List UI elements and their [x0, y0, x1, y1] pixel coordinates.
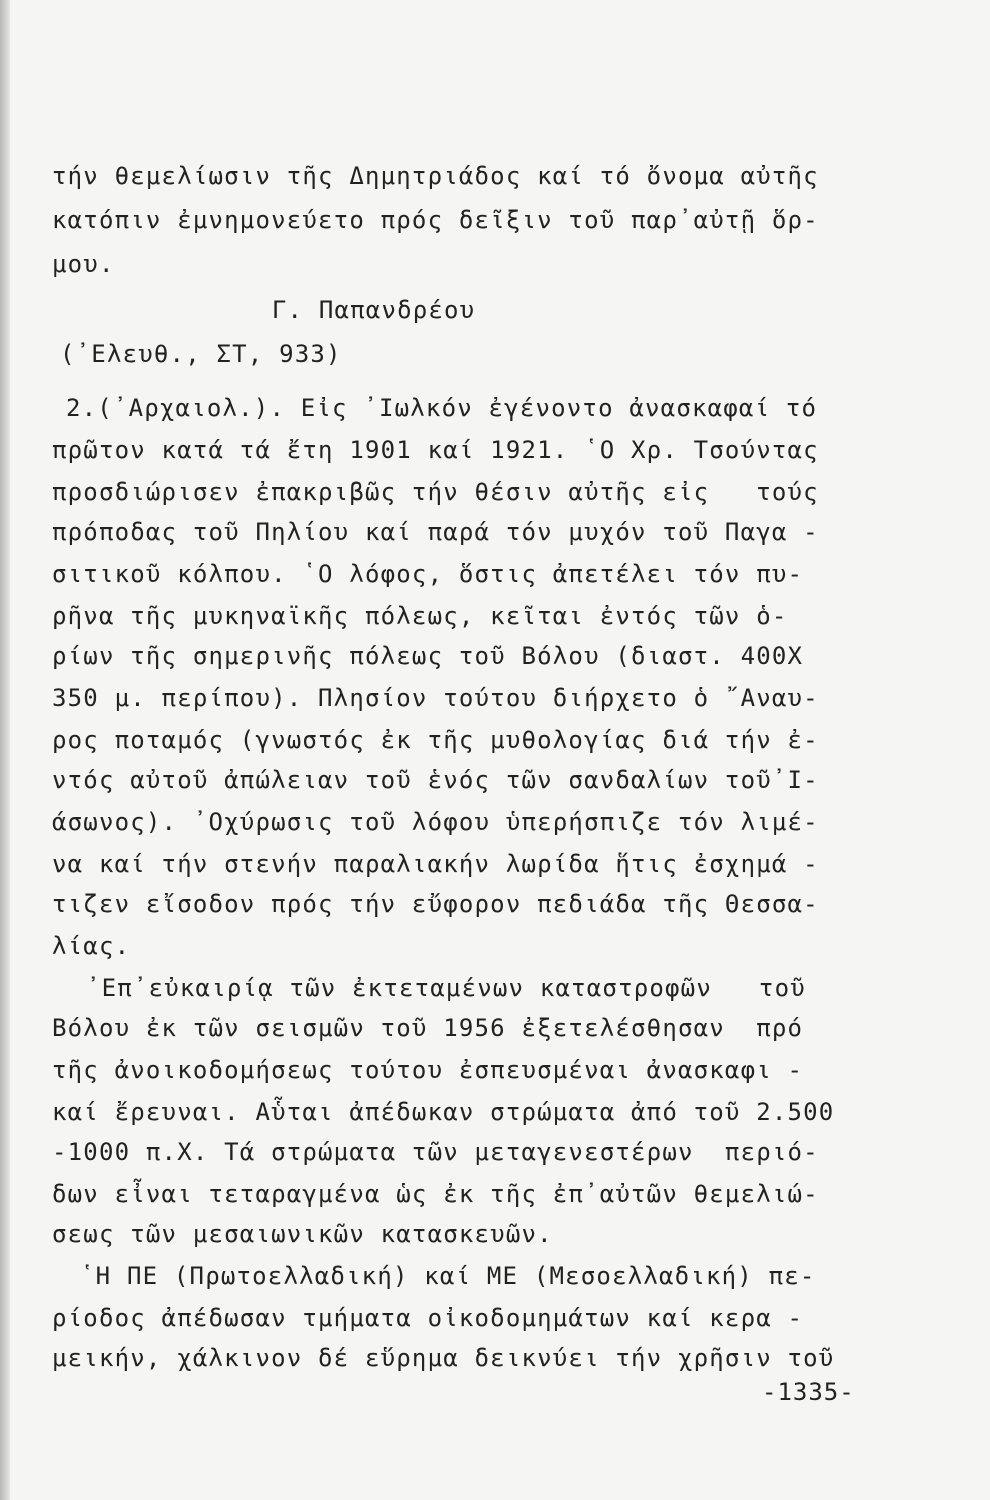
text-line: σεως τῶν μεσαιωνικῶν κατασκευῶν. [52, 1220, 553, 1248]
text-line: ντός αὐτοῦ ἀπώλειαν τοῦ ἑνός τῶν σανδαλίων τοῦ᾽Ι- [52, 766, 819, 794]
text-line: να καί τήν στενήν παραλιακήν λωρίδα ἥτις ἐσχημά - [52, 850, 819, 878]
text-line: κατόπιν ἐμνημονεύετο πρός δεῖξιν τοῦ παρ᾽αὐτῇ ὅρ- [52, 206, 819, 234]
text-line: λίας. [52, 932, 131, 960]
text-line: άσωνος). ᾽Οχύρωσις τοῦ λόφου ὑπερήσπιζε τόν λιμέ- [52, 808, 819, 836]
text-line: ᾽Επ᾽εὐκαιρίᾳ τῶν ἐκτεταμένων καταστροφῶν τοῦ [86, 974, 806, 1002]
page-edge-shadow [0, 0, 10, 1500]
text-line: Βόλου ἐκ τῶν σεισμῶν τοῦ 1956 ἐξετελέσθησαν πρό [52, 1014, 804, 1042]
citation-line: (᾽Ελευθ., ΣΤ, 933) [60, 340, 342, 368]
signature-line: Γ. Παπανδρέου [178, 296, 476, 324]
text-line: καί ἔρευναι. Αὗται ἀπέδωκαν στρώματα ἀπό τοῦ 2.500 [52, 1098, 835, 1126]
text-line: μου. [52, 250, 115, 278]
text-line: τιζεν εἴσοδον πρός τήν εὔφορον πεδιάδα τῆς Θεσσα- [52, 890, 819, 918]
text-line: ρος ποταμός (γνωστός ἐκ τῆς μυθολογίας διά τήν ἐ- [52, 726, 819, 754]
text-line: δων εἶναι τεταραγμένα ὡς ἐκ τῆς ἐπ᾽αὐτῶν θεμελιώ- [52, 1180, 819, 1208]
text-line: ρίων τῆς σημερινῆς πόλεως τοῦ Βόλου (διαστ. 400Χ [52, 642, 804, 670]
text-line: ρίοδος ἀπέδωσαν τμήματα οἰκοδομημάτων καί κερα - [52, 1304, 804, 1332]
text-line: μεικήν, χάλκινον δέ εὕρημα δεικνύει τήν χρῆσιν τοῦ [52, 1344, 835, 1372]
text-line: σιτικοῦ κόλπου. ῾Ο λόφος, ὅστις ἀπετέλει τόν πυ- [52, 560, 804, 588]
text-line: πρόποδας τοῦ Πηλίου καί παρά τόν μυχόν τοῦ Παγα - [52, 518, 819, 546]
text-line: τήν θεμελίωσιν τῆς Δημητριάδος καί τό ὄνομα αὐτῆς [52, 162, 819, 190]
text-line: τῆς ἀνοικοδομήσεως τούτου ἐσπευσμέναι ἀνασκαφι - [52, 1056, 804, 1084]
text-line: 2.(᾽Αρχαιολ.). Εἰς ᾽Ιωλκόν ἐγένοντο ἀνασκαφαί τό [66, 394, 818, 422]
text-line: -1000 π.Χ. Τά στρώματα τῶν μεταγενεστέρων περιό- [52, 1138, 819, 1166]
text-line: πρῶτον κατά τά ἔτη 1901 καί 1921. ῾Ο Χρ. Τσούντας [52, 436, 819, 464]
text-line: προσδιώρισεν ἐπακριβῶς τήν θέσιν αὐτῆς εἰς τούς [52, 478, 819, 506]
text-line: 350 μ. περίπου). Πλησίον τούτου διήρχετο ὁ ῎Αναυ- [52, 684, 819, 712]
text-line: ρῆνα τῆς μυκηναϊκῆς πόλεως, κεῖται ἐντός τῶν ὁ- [52, 602, 788, 630]
text-line: ῾Η ΠΕ (Πρωτοελλαδική) καί ΜΕ (Μεσοελλαδική) πε- [80, 1262, 816, 1290]
page-number: -1335- [762, 1378, 855, 1406]
